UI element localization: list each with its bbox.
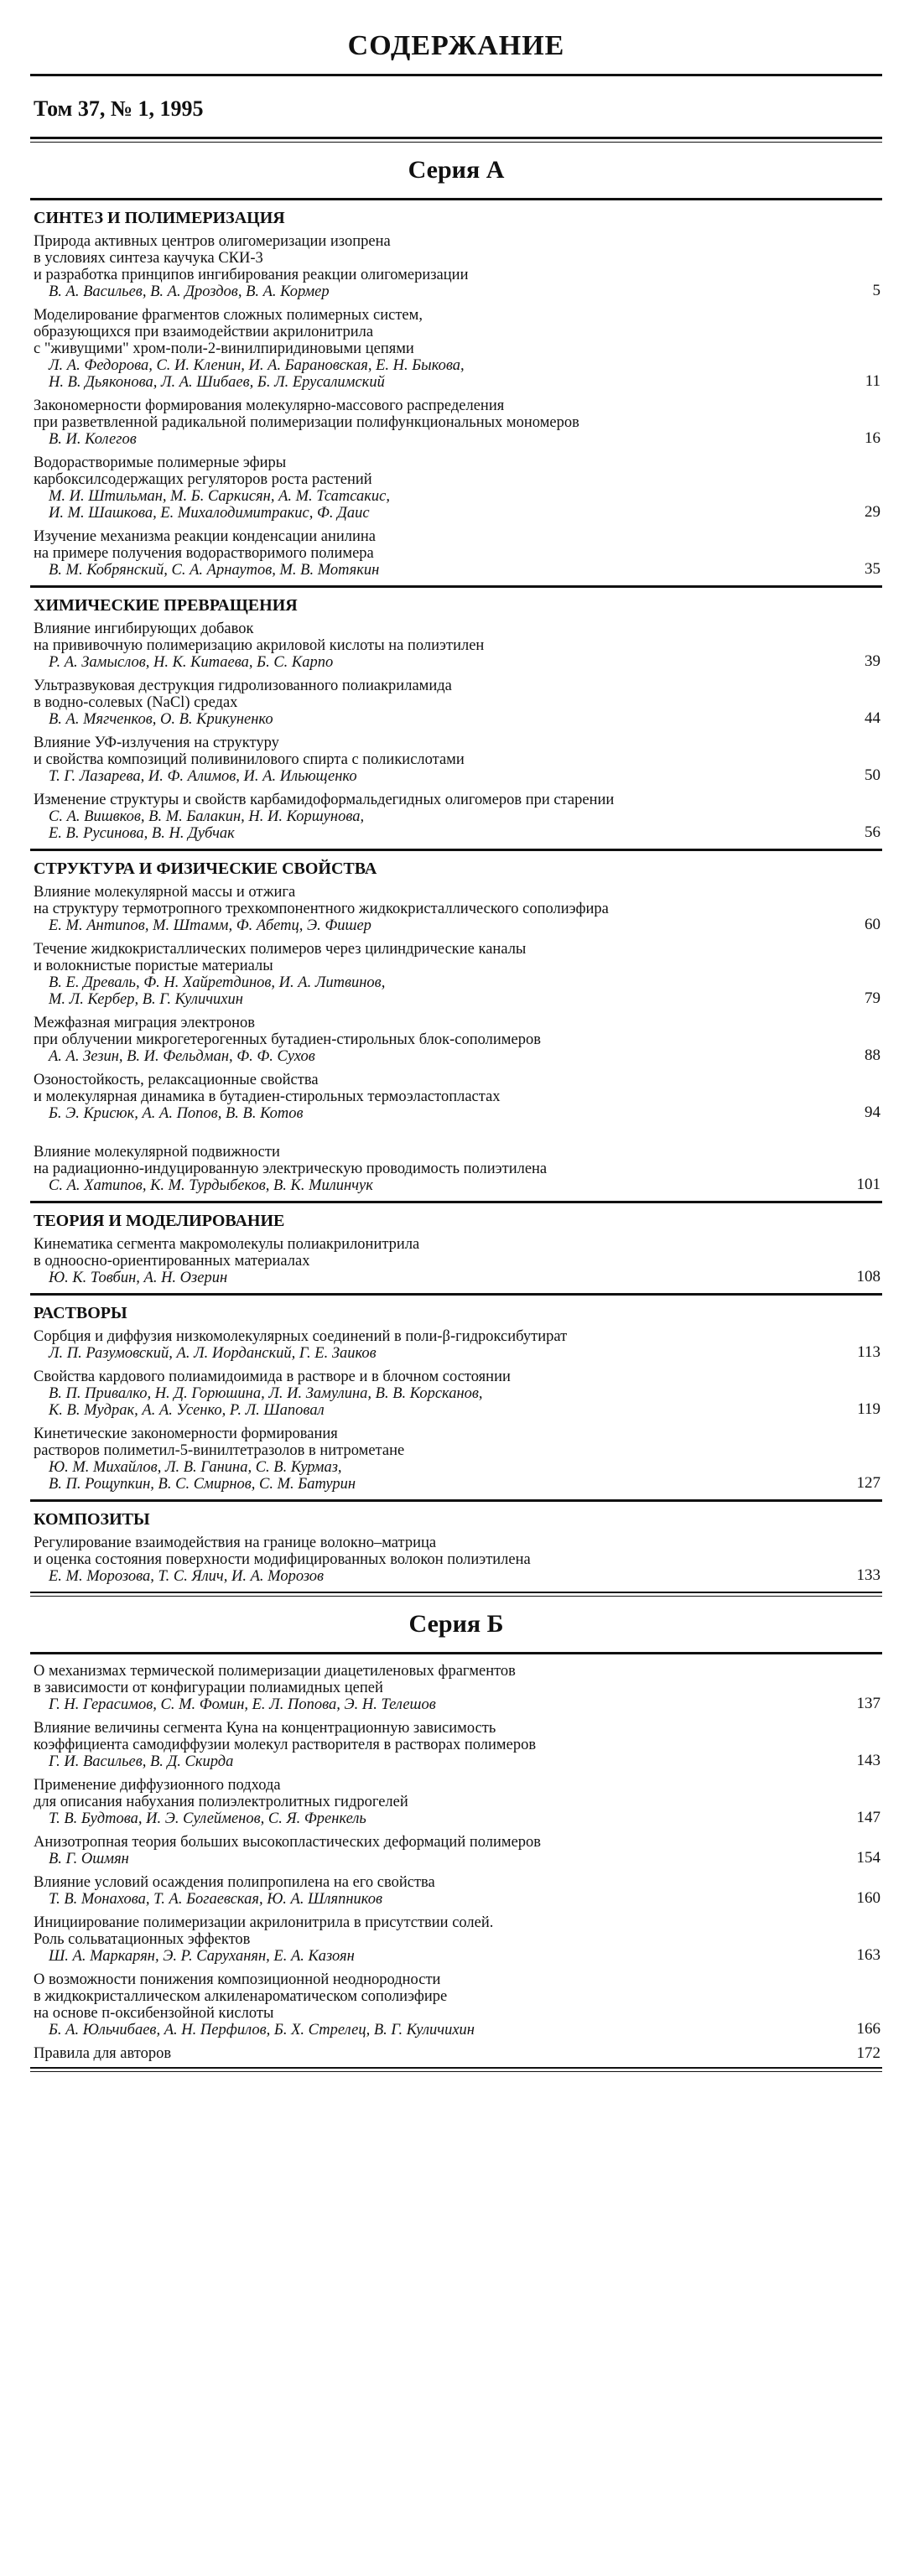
- bottom-rule: [30, 2067, 882, 2072]
- toc-entry[interactable]: [34, 621, 882, 671]
- entry-authors-line: М. И. Штильман, М. Б. Саркисян, А. М. Тсатсакис,: [49, 488, 390, 505]
- section-title: СТРУКТУРА И ФИЗИЧЕСКИЕ СВОЙСТВА: [34, 860, 377, 878]
- toc-entry[interactable]: [34, 1971, 882, 2038]
- page-title: СОДЕРЖАНИЕ: [347, 30, 565, 61]
- toc-entry[interactable]: [34, 1328, 882, 1362]
- entry-page-number: 143: [856, 1752, 880, 1769]
- entry-authors-line: М. Л. Кербер, В. Г. Куличихин: [49, 991, 243, 1008]
- entry-page-number: 113: [857, 1343, 880, 1361]
- entry-authors-line: Н. В. Дьяконова, Л. А. Шибаев, Б. Л. Ерусалимский: [49, 374, 385, 391]
- entry-title-line: Ультразвуковая деструкция гидролизованного полиакриламида: [34, 678, 452, 694]
- entry-title-line: в одноосно-ориентированных материалах: [34, 1253, 310, 1270]
- entry-title-line: Изучение механизма реакции конденсации анилина: [34, 528, 377, 545]
- entry-authors-line: В. А. Васильев, В. А. Дроздов, В. А. Кормер: [49, 283, 330, 300]
- entry-authors-line: В. И. Колегов: [49, 431, 137, 448]
- entry-title-line: Кинетические закономерности формирования: [34, 1426, 338, 1442]
- entry-title-line: для описания набухания полиэлектролитных гидрогелей: [34, 1794, 408, 1810]
- toc-entry[interactable]: [34, 792, 882, 842]
- series-b-title: Серия Б: [408, 1610, 504, 1638]
- entry-authors-line: Е. М. Антипов, М. Штамм, Ф. Абетц, Э. Фишер: [49, 917, 371, 934]
- entry-page-number: 166: [856, 2020, 880, 2038]
- entry-authors-line: А. А. Зезин, В. И. Фельдман, Ф. Ф. Сухов: [49, 1048, 315, 1065]
- entry-title-line: Роль сольватационных эффектов: [34, 1931, 251, 1948]
- entry-title-line: Моделирование фрагментов сложных полимерных систем,: [34, 307, 423, 324]
- section-title: ХИМИЧЕСКИЕ ПРЕВРАЩЕНИЯ: [34, 596, 298, 615]
- entry-authors-line: В. П. Рощупкин, В. С. Смирнов, С. М. Батурин: [49, 1476, 356, 1493]
- entry-title-line: Водорастворимые полимерные эфиры: [34, 454, 287, 471]
- toc-entry[interactable]: [34, 1072, 882, 1122]
- toc-entry[interactable]: [34, 1015, 882, 1065]
- toc-entry[interactable]: [34, 454, 882, 522]
- entry-page-number: 108: [856, 1268, 880, 1285]
- entry-title-line: и волокнистые пористые материалы: [34, 958, 273, 974]
- rules-for-authors[interactable]: [34, 2045, 882, 2062]
- entry-page-number: 56: [865, 823, 880, 841]
- section-title: РАСТВОРЫ: [34, 1304, 127, 1322]
- entry-authors-line: Е. М. Морозова, Т. С. Ялич, И. А. Морозов: [49, 1568, 325, 1585]
- toc-entry[interactable]: [34, 1236, 882, 1286]
- entry-page-number: 5: [872, 282, 880, 299]
- entry-title-line: Природа активных центров олигомеризации изопрена: [34, 233, 391, 250]
- entry-authors-line: Б. Э. Крисюк, А. А. Попов, В. В. Котов: [49, 1105, 304, 1122]
- toc-entry[interactable]: [34, 1144, 882, 1194]
- toc-entry[interactable]: [34, 678, 882, 728]
- entry-page-number: 35: [865, 560, 880, 578]
- entry-title-line: Свойства кардового полиамидоимида в растворе и в блочном состоянии: [34, 1368, 511, 1385]
- entry-title-line: Анизотропная теория больших высокопластических деформаций полимеров: [34, 1834, 542, 1851]
- entry-title-line: Изменение структуры и свойств карбамидоформальдегидных олигомеров при старении: [34, 792, 615, 808]
- toc-entry[interactable]: [34, 941, 882, 1008]
- title-rule: [30, 74, 882, 76]
- entry-page-number: 101: [856, 1176, 880, 1193]
- entry-title-line: при облучении микрогетерогенных бутадиен-стирольных блок-сополимеров: [34, 1031, 541, 1048]
- entry-authors-line: Г. Н. Герасимов, С. М. Фомин, Е. Л. Попова, Э. Н. Телешов: [49, 1696, 436, 1713]
- entry-page-number: 79: [865, 989, 880, 1007]
- entry-title-line: Влияние ингибирующих добавок: [34, 621, 254, 637]
- toc-entry[interactable]: [34, 1834, 882, 1867]
- toc-entry[interactable]: [34, 397, 882, 448]
- toc-section: [30, 1293, 882, 1493]
- entry-authors-line: В. М. Кобрянский, С. А. Арнаутов, М. В. Мотякин: [49, 562, 380, 579]
- entry-page-number: 94: [865, 1104, 880, 1121]
- toc-entry[interactable]: [34, 233, 882, 300]
- entry-title-line: Влияние условий осаждения полипропилена на его свойства: [34, 1874, 435, 1891]
- volume-rule-thin: [30, 142, 882, 143]
- toc-section: [30, 1144, 882, 1194]
- toc-entry[interactable]: [34, 1874, 882, 1908]
- entry-authors-line: Ю. М. Михайлов, Л. В. Ганина, С. В. Курмаз,: [49, 1459, 342, 1476]
- entry-title-line: и молекулярная динамика в бутадиен-стирольных термоэластопластах: [34, 1088, 501, 1105]
- entry-page-number: 137: [856, 1695, 880, 1712]
- entry-title-line: образующихся при взаимодействии акрилонитрила: [34, 324, 374, 340]
- toc-section: [30, 198, 882, 579]
- entry-title-line: Влияние молекулярной подвижности: [34, 1144, 280, 1161]
- section-title: ТЕОРИЯ И МОДЕЛИРОВАНИЕ: [34, 1212, 285, 1230]
- entry-title-line: при разветвленной радикальной полимеризации полифункциональных мономеров: [34, 414, 579, 431]
- entry-title-line: О возможности понижения композиционной неоднородности: [34, 1971, 441, 1988]
- entry-page-number: 147: [856, 1809, 880, 1826]
- volume-label: Том 37, № 1, 1995: [34, 96, 204, 121]
- entry-authors-line: Л. П. Разумовский, А. Л. Иорданский, Г. Е. Заиков: [49, 1345, 377, 1362]
- entry-authors-line: Ю. К. Товбин, А. Н. Озерин: [49, 1270, 228, 1286]
- entry-title-line: на прививочную полимеризацию акриловой кислоты на полиэтилен: [34, 637, 485, 654]
- entry-title-line: Течение жидкокристаллических полимеров через цилиндрические каналы: [34, 941, 527, 958]
- entry-page-number: 16: [865, 429, 880, 447]
- entry-authors-line: Р. А. Замыслов, Н. К. Китаева, Б. С. Карпо: [49, 654, 334, 671]
- entry-authors-line: Б. А. Юльчибаев, А. Н. Перфилов, Б. Х. Стрелец, В. Г. Куличихин: [49, 2022, 475, 2038]
- entry-title-line: Влияние величины сегмента Куна на концентрационную зависимость: [34, 1720, 496, 1737]
- toc-entry[interactable]: [34, 735, 882, 785]
- toc-entry[interactable]: [34, 1663, 882, 1713]
- entry-page-number: 39: [865, 652, 880, 670]
- entry-title-line: в зависимости от конфигурации полиамидных цепей: [34, 1680, 383, 1696]
- entry-authors-line: С. А. Вишвков, В. М. Балакин, Н. И. Коршунова,: [49, 808, 365, 825]
- entry-page-number: 163: [856, 1946, 880, 1964]
- entry-authors-line: Г. И. Васильев, В. Д. Скирда: [49, 1753, 234, 1770]
- series-a-sections: [30, 198, 882, 1585]
- entry-title-line: Озоностойкость, релаксационные свойства: [34, 1072, 319, 1088]
- entry-page-number: 119: [857, 1400, 880, 1418]
- toc-entry[interactable]: [34, 1535, 882, 1585]
- entry-title-line: Сорбция и диффузия низкомолекулярных соединений в поли-β-гидроксибутират: [34, 1328, 568, 1345]
- section-title: СИНТЕЗ И ПОЛИМЕРИЗАЦИЯ: [34, 209, 285, 227]
- entry-title-line: и свойства композиций поливинилового спирта с поликислотами: [34, 751, 465, 768]
- entry-authors-line: И. М. Шашкова, Е. Михалодимитракис, Ф. Даис: [49, 505, 370, 522]
- entry-authors-line: Е. В. Русинова, В. Н. Дубчак: [49, 825, 235, 842]
- entry-title-line: Влияние молекулярной массы и отжига: [34, 884, 296, 901]
- entry-title-line: О механизмах термической полимеризации диацетиленовых фрагментов: [34, 1663, 516, 1680]
- entry-authors-line: Т. В. Монахова, Т. А. Богаевская, Ю. А. Шляпников: [49, 1891, 382, 1908]
- toc-entry[interactable]: [34, 528, 882, 579]
- entry-title-line: в условиях синтеза каучука СКИ-3: [34, 250, 263, 267]
- entry-title-line: Применение диффузионного подхода: [34, 1777, 281, 1794]
- section-title: КОМПОЗИТЫ: [34, 1510, 150, 1529]
- entry-title-line: с "живущими" хром-поли-2-винилпиридиновыми цепями: [34, 340, 414, 357]
- toc-section: [30, 1499, 882, 1585]
- entry-authors-line: С. А. Хатипов, К. М. Турдыбеков, В. К. Милинчук: [49, 1177, 373, 1194]
- toc-entry[interactable]: [34, 884, 882, 934]
- entry-authors-line: Ш. А. Маркарян, Э. Р. Саруханян, Е. А. Казоян: [49, 1948, 355, 1965]
- toc-section: [30, 1201, 882, 1286]
- entry-title-line: Кинематика сегмента макромолекулы полиакрилонитрила: [34, 1236, 420, 1253]
- entry-title-line: Регулирование взаимодействия на границе волокно–матрица: [34, 1535, 437, 1551]
- entry-title-line: и оценка состояния поверхности модифицированных волокон полиэтилена: [34, 1551, 531, 1568]
- entry-title-line: Влияние УФ-излучения на структуру: [34, 735, 279, 751]
- entry-title-line: на структуру термотропного трехкомпонентного жидкокристаллического сополиэфира: [34, 901, 609, 917]
- entry-title-line: Межфазная миграция электронов: [34, 1015, 256, 1031]
- entry-title-line: коэффициента самодиффузии молекул растворителя в растворах полимеров: [34, 1737, 537, 1753]
- toc-page: [30, 23, 882, 2072]
- toc-section: [30, 585, 882, 842]
- entry-page-number: 29: [865, 503, 880, 521]
- entry-authors-line: В. П. Привалко, Н. Д. Горюшина, Л. И. Замулина, В. В. Корсканов,: [49, 1385, 483, 1402]
- entry-title-line: в жидкокристаллическом алкиленароматическом сополиэфире: [34, 1988, 448, 2005]
- entry-title-line: Закономерности формирования молекулярно-массового распределения: [34, 397, 505, 414]
- toc-section: [30, 849, 882, 1122]
- series-b-entries: [30, 1663, 882, 2038]
- series-divider: [30, 1592, 882, 1597]
- entry-authors-line: В. Г. Ошмян: [49, 1851, 129, 1867]
- rules-label: Правила для авторов: [34, 2045, 172, 2062]
- series-a-title: Серия А: [408, 156, 505, 184]
- entry-authors-line: Т. В. Будтова, И. Э. Сулейменов, С. Я. Френкель: [49, 1810, 366, 1827]
- entry-title-line: в водно-солевых (NaCl) средах: [34, 694, 238, 711]
- toc-entry[interactable]: [34, 307, 882, 391]
- toc-entry[interactable]: [34, 1777, 882, 1827]
- entry-title-line: растворов полиметил-5-винилтетразолов в нитрометане: [34, 1442, 405, 1459]
- entry-title-line: на основе п-оксибензойной кислоты: [34, 2005, 274, 2022]
- entry-page-number: 160: [856, 1889, 880, 1907]
- entry-page-number: 154: [856, 1849, 880, 1867]
- entry-title-line: карбоксилсодержащих регуляторов роста растений: [34, 471, 372, 488]
- entry-title-line: и разработка принципов ингибирования реакции олигомеризации: [34, 267, 469, 283]
- entry-authors-line: Т. Г. Лазарева, И. Ф. Алимов, И. А. Ильющенко: [49, 768, 357, 785]
- entry-authors-line: Л. А. Федорова, С. И. Кленин, И. А. Барановская, Е. Н. Быкова,: [49, 357, 465, 374]
- entry-authors-line: В. Е. Древаль, Ф. Н. Хайретдинов, И. А. Литвинов,: [49, 974, 386, 991]
- toc-entry[interactable]: [34, 1720, 882, 1770]
- rules-page: 172: [856, 2044, 880, 2062]
- entry-title-line: на радиационно-индуцированную электрическую проводимость полиэтилена: [34, 1161, 548, 1177]
- entry-title-line: на примере получения водорастворимого полимера: [34, 545, 374, 562]
- entry-page-number: 44: [865, 709, 880, 727]
- entry-authors-line: В. А. Мягченков, О. В. Крикуненко: [49, 711, 273, 728]
- entry-title-line: Инициирование полимеризации акрилонитрила в присутствии солей.: [34, 1914, 494, 1931]
- entry-page-number: 88: [865, 1046, 880, 1064]
- entry-page-number: 60: [865, 916, 880, 933]
- toc-entry[interactable]: [34, 1426, 882, 1493]
- toc-entry[interactable]: [34, 1914, 882, 1965]
- toc-entry[interactable]: [34, 1368, 882, 1419]
- entry-page-number: 127: [856, 1474, 880, 1492]
- entry-page-number: 11: [865, 372, 880, 390]
- entry-authors-line: К. В. Мудрак, А. А. Усенко, Р. Л. Шаповал: [49, 1402, 325, 1419]
- entry-page-number: 133: [856, 1566, 880, 1584]
- entry-page-number: 50: [865, 766, 880, 784]
